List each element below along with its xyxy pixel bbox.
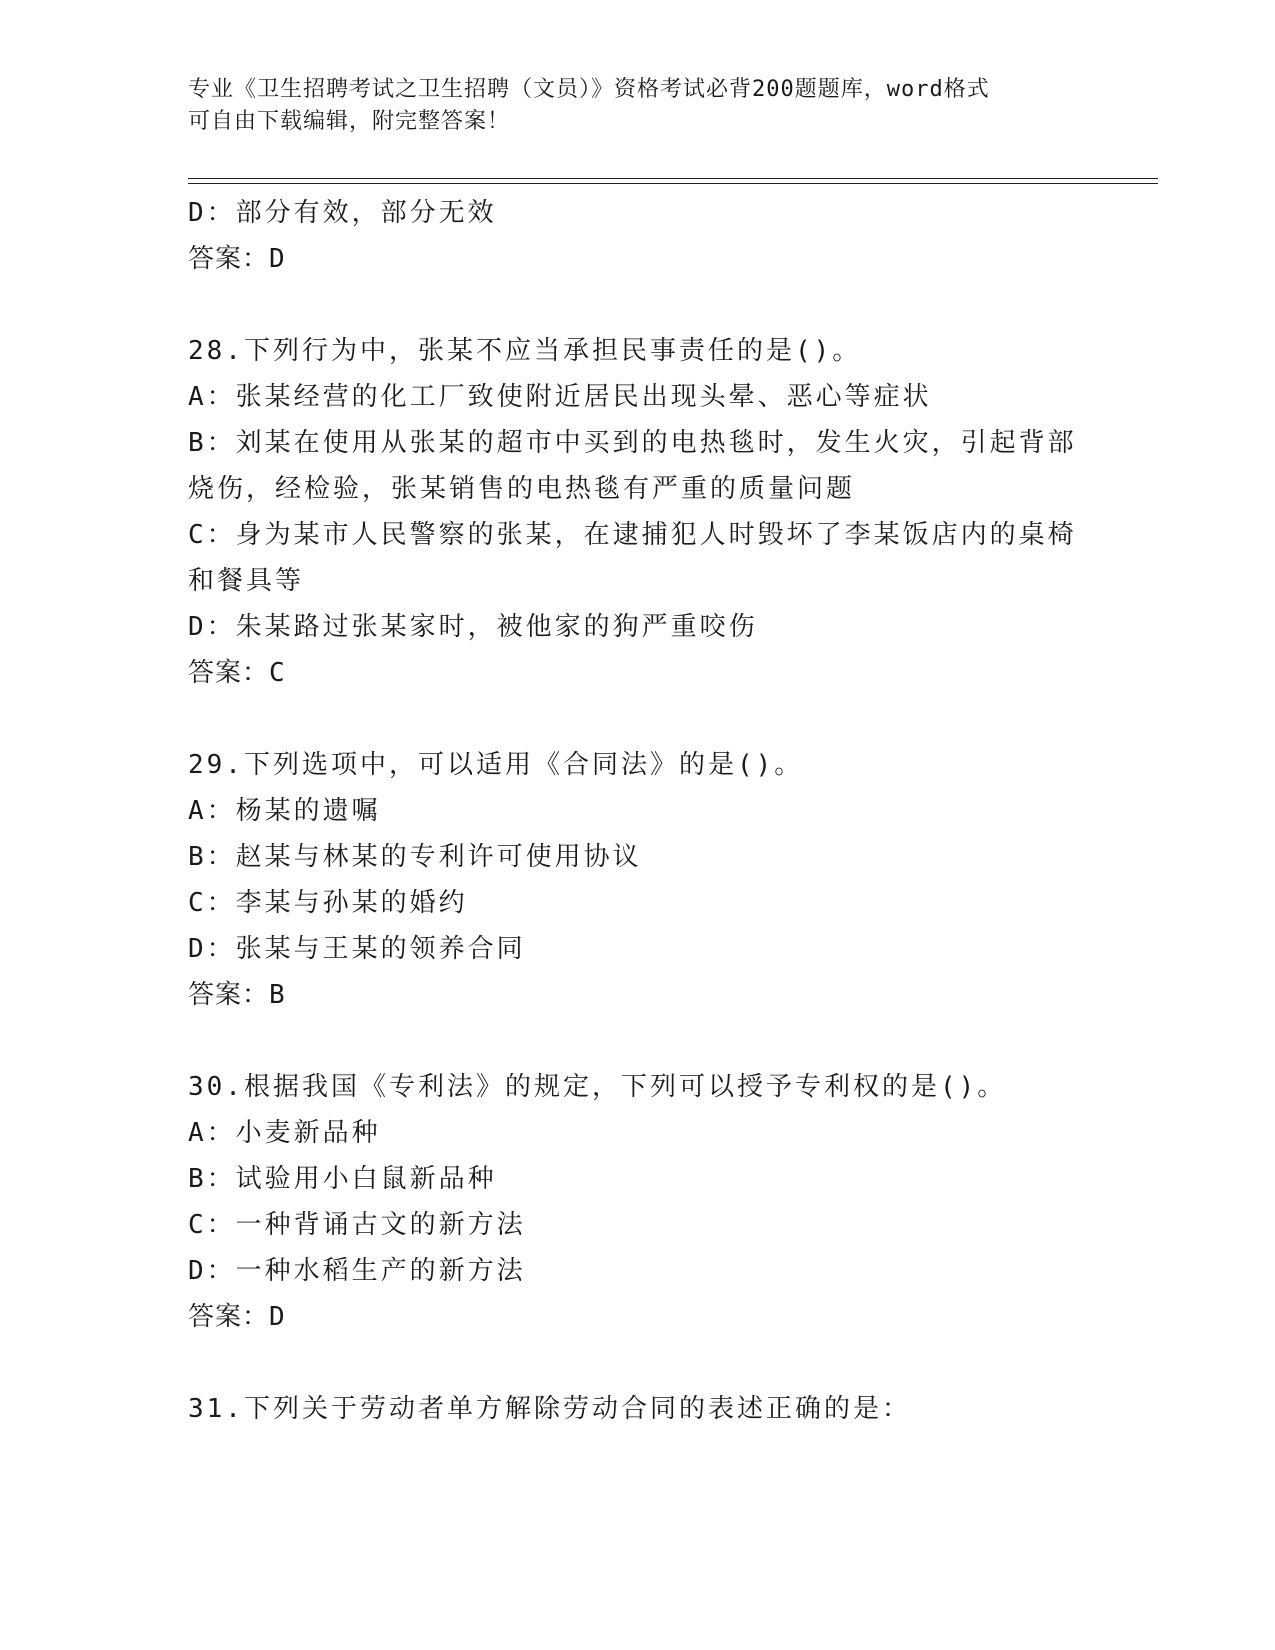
header-title-line-1: 专业《卫生招聘考试之卫生招聘（文员）》资格考试必背200题题库，word格式 bbox=[188, 77, 990, 102]
option-b: B：刘某在使用从张某的超市中买到的电热毯时，发生火灾，引起背部烧伤，经检验，张某销售的电热毯有严重的质量问题 bbox=[188, 428, 1077, 504]
question-stem: 29.下列选项中，可以适用《合同法》的是()。 bbox=[188, 750, 804, 780]
answer-label: 答案： bbox=[188, 1302, 270, 1332]
question-29 bbox=[188, 742, 1088, 1018]
question-30 bbox=[188, 1064, 1088, 1340]
question-stem: 30.根据我国《专利法》的规定，下列可以授予专利权的是()。 bbox=[188, 1072, 1007, 1102]
option-d: D：一种水稻生产的新方法 bbox=[188, 1256, 526, 1286]
answer-line bbox=[188, 650, 1088, 696]
option-c: C：一种背诵古文的新方法 bbox=[188, 1210, 526, 1240]
question-31 bbox=[188, 1386, 1088, 1432]
option-b: B：赵某与林某的专利许可使用协议 bbox=[188, 842, 642, 872]
answer-line bbox=[188, 972, 1088, 1018]
question-stem: 31.下列关于劳动者单方解除劳动合同的表述正确的是： bbox=[188, 1394, 911, 1424]
answer-value: D bbox=[269, 1302, 286, 1332]
option-b: B：试验用小白鼠新品种 bbox=[188, 1164, 497, 1194]
header-divider-bottom bbox=[188, 183, 1158, 184]
option-d: D：部分有效，部分无效 bbox=[188, 198, 497, 228]
header-divider-top bbox=[188, 178, 1158, 179]
question-27-tail bbox=[188, 190, 1088, 282]
option-d: D：朱某路过张某家时，被他家的狗严重咬伤 bbox=[188, 612, 758, 642]
answer-value: D bbox=[269, 244, 286, 274]
option-a: A：张某经营的化工厂致使附近居民出现头晕、恶心等症状 bbox=[188, 382, 932, 412]
answer-label: 答案： bbox=[188, 658, 270, 688]
option-a: A：小麦新品种 bbox=[188, 1118, 381, 1148]
option-a: A：杨某的遗嘱 bbox=[188, 796, 381, 826]
answer-label: 答案： bbox=[188, 244, 270, 274]
option-c: C：身为某市人民警察的张某，在逮捕犯人时毁坏了李某饭店内的桌椅和餐具等 bbox=[188, 520, 1077, 596]
question-28 bbox=[188, 328, 1088, 696]
document-header bbox=[188, 74, 1068, 138]
option-c: C：李某与孙某的婚约 bbox=[188, 888, 468, 918]
answer-line bbox=[188, 1294, 1088, 1340]
answer-value: C bbox=[269, 658, 286, 688]
question-stem: 28.下列行为中，张某不应当承担民事责任的是()。 bbox=[188, 336, 862, 366]
answer-value: B bbox=[269, 980, 286, 1010]
option-d: D：张某与王某的领养合同 bbox=[188, 934, 526, 964]
header-title-line-2: 可自由下载编辑，附完整答案！ bbox=[188, 109, 511, 134]
answer-line bbox=[188, 236, 1088, 282]
answer-label: 答案： bbox=[188, 980, 270, 1010]
question-list bbox=[188, 190, 1088, 1478]
